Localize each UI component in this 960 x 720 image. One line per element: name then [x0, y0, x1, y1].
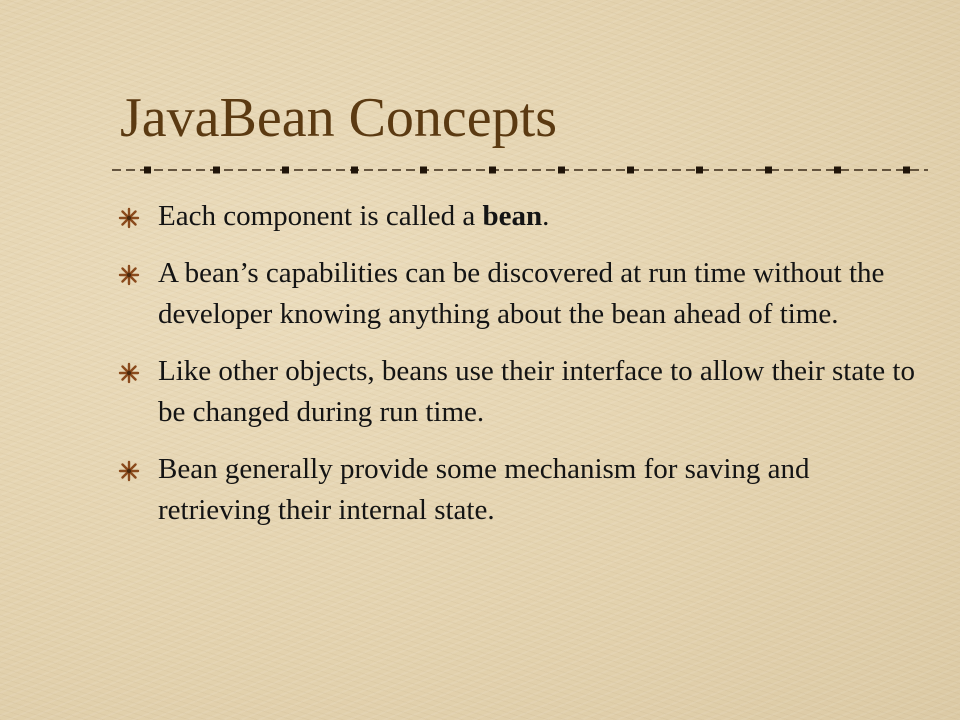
- bullet-text: A bean’s capabilities can be discovered at run time without the developer knowing anything about the bean ahead of time.: [158, 257, 885, 330]
- asterisk-bullet-icon: [118, 362, 140, 384]
- bullet-list: [118, 196, 918, 547]
- bold-term: bean: [482, 200, 543, 232]
- bullet-item-3: [118, 351, 918, 433]
- asterisk-bullet-icon: [118, 460, 140, 482]
- bullet-item-1: [118, 196, 918, 237]
- bullet-text: Like other objects, beans use their interface to allow their state to be changed during run time.: [158, 355, 915, 428]
- slide-title: JavaBean Concepts: [120, 87, 557, 149]
- dashed-divider-icon: [110, 163, 930, 177]
- bullet-text: Bean generally provide some mechanism for saving and retrieving their internal state.: [158, 453, 810, 526]
- bullet-item-2: [118, 253, 918, 335]
- bullet-text: Each component is called a bean.: [158, 200, 550, 232]
- asterisk-bullet-icon: [118, 264, 140, 286]
- asterisk-bullet-icon: [118, 207, 140, 229]
- bullet-item-4: [118, 449, 918, 531]
